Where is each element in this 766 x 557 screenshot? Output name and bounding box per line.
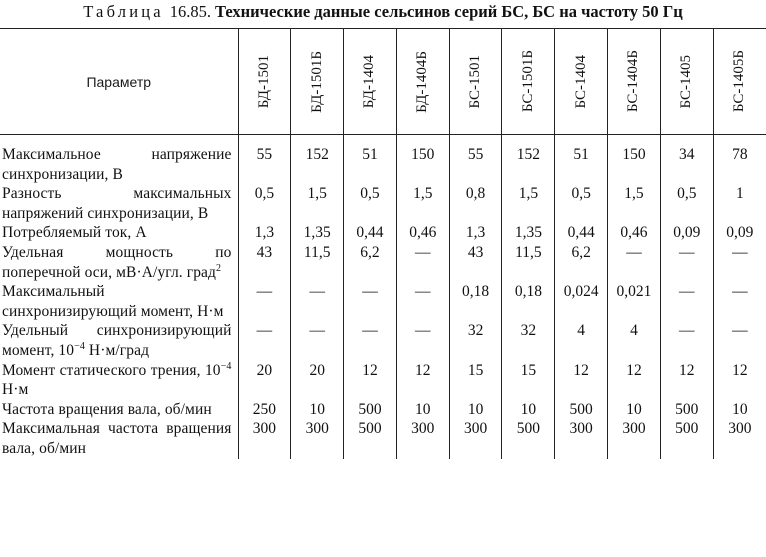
- value-cell: 10: [713, 400, 766, 420]
- column-header: [238, 29, 291, 135]
- column-header-label: БС-1404: [572, 54, 589, 109]
- table-row: [0, 321, 766, 360]
- value-cell: 43: [449, 243, 502, 282]
- value-cell: 300: [291, 419, 344, 458]
- value-cell: —: [660, 282, 713, 321]
- value-cell: 15: [502, 361, 555, 400]
- value-cell: 0,021: [608, 282, 661, 321]
- caption-lead: Таблица: [83, 2, 164, 21]
- value-cell: —: [660, 243, 713, 282]
- column-header-label: БС-1405: [678, 54, 695, 109]
- value-cell: 0,44: [555, 223, 608, 243]
- column-header-label: БС-1404Б: [625, 50, 642, 113]
- value-cell: 0,46: [608, 223, 661, 243]
- param-superscript: −4: [220, 360, 232, 372]
- value-cell: 0,18: [449, 282, 502, 321]
- param-cell: [0, 184, 238, 223]
- value-cell: 11,5: [502, 243, 555, 282]
- column-header: [449, 29, 502, 135]
- value-cell: —: [713, 282, 766, 321]
- value-cell: 12: [713, 361, 766, 400]
- value-cell: 11,5: [291, 243, 344, 282]
- column-header-label: БД-1501: [255, 54, 272, 109]
- column-header-label: БД-1404: [361, 54, 378, 109]
- value-cell: 10: [449, 400, 502, 420]
- value-cell: 500: [344, 419, 397, 458]
- value-cell: 15: [449, 361, 502, 400]
- value-cell: 500: [344, 400, 397, 420]
- param-cell: [0, 361, 238, 400]
- value-cell: 500: [660, 400, 713, 420]
- value-cell: 152: [291, 135, 344, 185]
- value-cell: 152: [502, 135, 555, 185]
- param-cell: [0, 400, 238, 420]
- value-cell: 78: [713, 135, 766, 185]
- param-label: Частота вращения вала, об/мин: [2, 400, 212, 418]
- value-cell: 51: [555, 135, 608, 185]
- value-cell: 1,5: [608, 184, 661, 223]
- value-cell: 51: [344, 135, 397, 185]
- table-caption: [0, 0, 766, 26]
- param-label: Максимальное напряжение синхронизации, В: [2, 146, 232, 183]
- param-cell: [0, 135, 238, 185]
- value-cell: 150: [396, 135, 449, 185]
- param-superscript: 2: [216, 262, 222, 274]
- param-label: Разность максимальных напряжений синхронизации, В: [2, 185, 232, 222]
- column-header: [555, 29, 608, 135]
- value-cell: 20: [238, 361, 291, 400]
- column-header-label: БД-1404Б: [414, 50, 431, 113]
- value-cell: 300: [449, 419, 502, 458]
- param-superscript: −4: [74, 340, 85, 352]
- value-cell: 12: [555, 361, 608, 400]
- value-cell: 250: [238, 400, 291, 420]
- column-header-label: БД-1501Б: [308, 50, 325, 113]
- value-cell: 300: [238, 419, 291, 458]
- column-header-label: БС-1405Б: [731, 50, 748, 113]
- param-cell: [0, 282, 238, 321]
- value-cell: 300: [608, 419, 661, 458]
- value-cell: 20: [291, 361, 344, 400]
- param-label: Момент статического трения, 10: [2, 361, 221, 379]
- value-cell: 300: [396, 419, 449, 458]
- value-cell: 10: [396, 400, 449, 420]
- value-cell: 12: [344, 361, 397, 400]
- value-cell: —: [396, 282, 449, 321]
- value-cell: 12: [608, 361, 661, 400]
- param-column-header: [0, 29, 238, 135]
- param-cell: [0, 321, 238, 360]
- caption-number: 16.85.: [169, 2, 212, 21]
- value-cell: 6,2: [555, 243, 608, 282]
- header-row: [0, 29, 766, 135]
- param-label: Потребляемый ток, А: [2, 224, 147, 242]
- param-label: Максимальный синхронизирующий момент, Н·м: [2, 283, 224, 320]
- value-cell: 4: [555, 321, 608, 360]
- value-cell: 55: [238, 135, 291, 185]
- param-header-label: Параметр: [86, 73, 152, 90]
- column-header: [291, 29, 344, 135]
- table-row: [0, 135, 766, 185]
- value-cell: —: [238, 282, 291, 321]
- table-row: [0, 419, 766, 458]
- value-cell: 500: [502, 419, 555, 458]
- value-cell: 6,2: [344, 243, 397, 282]
- table-row: [0, 400, 766, 420]
- value-cell: —: [713, 243, 766, 282]
- value-cell: 500: [555, 400, 608, 420]
- value-cell: —: [238, 321, 291, 360]
- value-cell: 0,5: [238, 184, 291, 223]
- value-cell: 1: [713, 184, 766, 223]
- param-cell: [0, 419, 238, 458]
- value-cell: —: [713, 321, 766, 360]
- value-cell: 0,024: [555, 282, 608, 321]
- value-cell: 1,3: [238, 223, 291, 243]
- value-cell: 55: [449, 135, 502, 185]
- value-cell: 0,09: [660, 223, 713, 243]
- value-cell: 0,5: [660, 184, 713, 223]
- column-header: [608, 29, 661, 135]
- value-cell: —: [608, 243, 661, 282]
- value-cell: 0,8: [449, 184, 502, 223]
- table-row: [0, 243, 766, 282]
- value-cell: 10: [608, 400, 661, 420]
- value-cell: —: [344, 321, 397, 360]
- value-cell: 10: [291, 400, 344, 420]
- value-cell: 1,5: [502, 184, 555, 223]
- value-cell: 10: [502, 400, 555, 420]
- value-cell: 1,3: [449, 223, 502, 243]
- value-cell: 300: [555, 419, 608, 458]
- column-header: [502, 29, 555, 135]
- value-cell: 1,5: [291, 184, 344, 223]
- value-cell: 0,09: [713, 223, 766, 243]
- table-row: [0, 184, 766, 223]
- value-cell: 4: [608, 321, 661, 360]
- table-row: [0, 223, 766, 243]
- value-cell: 12: [396, 361, 449, 400]
- caption-title: Технические данные сельсинов серий БС, БС на частоту 50 Гц: [215, 2, 683, 21]
- value-cell: 1,5: [396, 184, 449, 223]
- column-header-label: БС-1501: [467, 54, 484, 109]
- value-cell: —: [291, 282, 344, 321]
- value-cell: 1,35: [502, 223, 555, 243]
- param-label: Максимальная частота вращения вала, об/мин: [2, 420, 232, 457]
- value-cell: 500: [660, 419, 713, 458]
- value-cell: 0,44: [344, 223, 397, 243]
- value-cell: —: [396, 321, 449, 360]
- value-cell: 1,35: [291, 223, 344, 243]
- param-cell: [0, 243, 238, 282]
- value-cell: 0,18: [502, 282, 555, 321]
- param-cell: [0, 223, 238, 243]
- param-label: Удельная мощность по поперечной оси, мВ·А/угл. град: [2, 243, 232, 281]
- column-header-label: БС-1501Б: [519, 50, 536, 113]
- value-cell: —: [660, 321, 713, 360]
- value-cell: —: [291, 321, 344, 360]
- value-cell: 32: [449, 321, 502, 360]
- value-cell: —: [396, 243, 449, 282]
- value-cell: 0,5: [555, 184, 608, 223]
- value-cell: 300: [713, 419, 766, 458]
- table-row: [0, 361, 766, 400]
- value-cell: 12: [660, 361, 713, 400]
- value-cell: 0,5: [344, 184, 397, 223]
- column-header: [396, 29, 449, 135]
- value-cell: 43: [238, 243, 291, 282]
- param-label-tail: Н·м/град: [84, 341, 150, 359]
- param-label-tail: Н·м: [2, 381, 29, 399]
- value-cell: 150: [608, 135, 661, 185]
- column-header: [660, 29, 713, 135]
- param-label: Удельный синхронизирующий момент, 10: [2, 322, 232, 359]
- value-cell: 0,46: [396, 223, 449, 243]
- value-cell: 34: [660, 135, 713, 185]
- column-header: [713, 29, 766, 135]
- table-row: [0, 282, 766, 321]
- specs-table: [0, 28, 766, 459]
- value-cell: —: [344, 282, 397, 321]
- column-header: [344, 29, 397, 135]
- value-cell: 32: [502, 321, 555, 360]
